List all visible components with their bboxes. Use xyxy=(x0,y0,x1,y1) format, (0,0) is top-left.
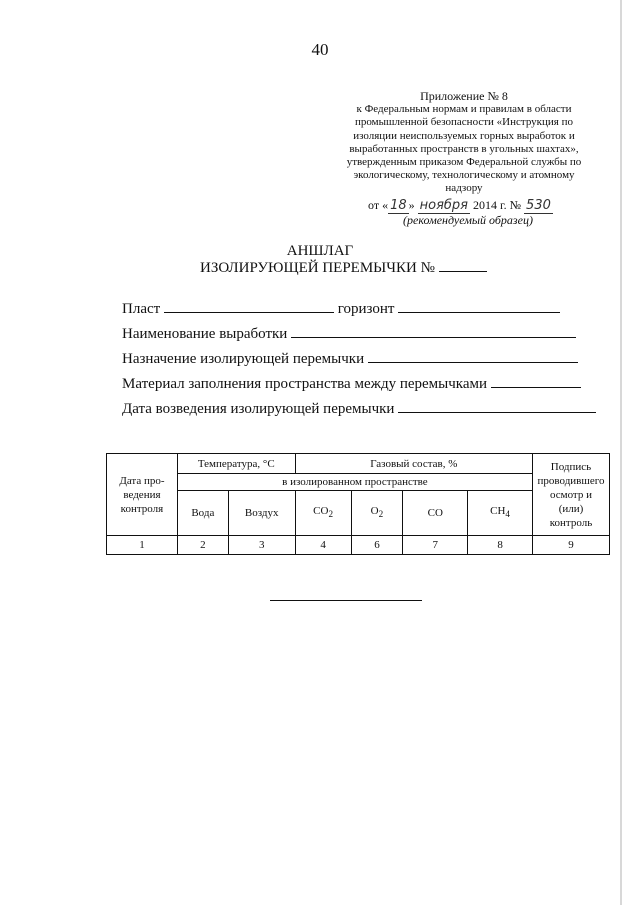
approval-year: 2014 г. № xyxy=(473,198,522,212)
handwritten-order-number: 530 xyxy=(526,198,551,213)
plast-label: Пласт xyxy=(122,301,161,317)
approval-prefix: от « xyxy=(368,198,389,212)
date-header-line: контроля xyxy=(120,502,164,515)
date-built-row xyxy=(122,400,596,418)
signature-header-line: Подпись xyxy=(550,460,592,473)
ch4-header xyxy=(468,491,533,536)
column-number: 9 xyxy=(532,536,609,555)
water-header: Вода xyxy=(177,491,228,536)
control-table xyxy=(106,453,610,555)
plast-blank[interactable] xyxy=(164,300,334,313)
appendix-line: промышленной безопасности «Инструкция по xyxy=(355,116,573,129)
ch4-subscript: 4 xyxy=(505,509,510,520)
handwritten-month: ноября xyxy=(419,198,469,213)
signature-header xyxy=(532,454,609,536)
doc-subtitle-text: ИЗОЛИРУЮЩЕЙ ПЕРЕМЫЧКИ № xyxy=(200,260,435,276)
co2-text: CO xyxy=(313,505,329,518)
co2-subscript: 2 xyxy=(328,509,334,520)
column-number: 3 xyxy=(228,536,295,555)
appendix-title: Приложение № 8 xyxy=(420,89,508,103)
signature-header-line: контроль xyxy=(549,516,593,529)
appendix-header xyxy=(318,90,610,196)
purpose-row xyxy=(122,350,578,368)
o2-subscript: 2 xyxy=(378,509,384,520)
page-number: 40 xyxy=(311,40,329,59)
o2-header xyxy=(351,491,403,536)
date-header-line: Дата про- xyxy=(119,474,165,487)
horizon-label: горизонт xyxy=(337,301,395,317)
column-number: 7 xyxy=(403,536,468,555)
column-number: 8 xyxy=(468,536,533,555)
gas-header: Газовый состав, % xyxy=(295,454,532,474)
approval-day-sep: » xyxy=(408,198,415,212)
appendix-line: к Федеральным нормам и правилам в области xyxy=(356,103,572,116)
working-name-row xyxy=(122,325,576,343)
handwritten-day: 18 xyxy=(390,198,407,213)
working-name-label: Наименование выработки xyxy=(122,326,288,342)
fill-material-label: Материал заполнения пространства между перемычками xyxy=(122,376,488,392)
column-number: 4 xyxy=(295,536,351,555)
air-header: Воздух xyxy=(228,491,295,536)
date-header xyxy=(107,454,178,536)
fill-material-row xyxy=(122,375,581,393)
isolated-space-header: в изолированном пространстве xyxy=(177,474,532,491)
co2-header xyxy=(295,491,351,536)
column-number: 2 xyxy=(177,536,228,555)
signature-header-line: осмотр и xyxy=(549,488,593,501)
appendix-line: выработанных пространств в угольных шахтах», xyxy=(349,142,579,155)
column-number: 1 xyxy=(107,536,178,555)
column-number: 6 xyxy=(351,536,403,555)
doc-title: АНШЛАГ xyxy=(286,243,354,259)
horizon-blank[interactable] xyxy=(398,300,560,313)
ch4-text: CH xyxy=(490,505,506,518)
fill-material-blank[interactable] xyxy=(491,375,581,388)
plast-row xyxy=(122,300,560,318)
signature-header-line: проводившего xyxy=(537,474,605,487)
table-number-row xyxy=(107,536,610,555)
purpose-blank[interactable] xyxy=(368,350,578,363)
co-header: CO xyxy=(403,491,468,536)
table-header-row xyxy=(107,454,610,474)
sample-note: (рекомендуемый образец) xyxy=(403,213,533,227)
purpose-label: Назначение изолирующей перемычки xyxy=(122,351,365,367)
o2-text: O xyxy=(370,505,379,518)
working-name-blank[interactable] xyxy=(291,325,576,338)
approval-line xyxy=(368,198,553,214)
appendix-line: экологическому, технологическому и атомному xyxy=(353,169,575,182)
date-header-line: ведения xyxy=(123,488,161,501)
appendix-line: утвержденным приказом Федеральной службы по xyxy=(346,156,582,169)
closing-rule xyxy=(270,600,422,601)
date-built-blank[interactable] xyxy=(398,400,596,413)
doc-subtitle xyxy=(200,259,487,277)
appendix-line: надзору xyxy=(445,182,483,195)
signature-header-line: (или) xyxy=(558,502,584,515)
number-blank[interactable] xyxy=(439,259,487,272)
date-built-label: Дата возведения изолирующей перемычки xyxy=(122,401,395,417)
scan-edge xyxy=(620,0,622,905)
appendix-line: изоляции неиспользуемых горных выработок и xyxy=(353,129,575,142)
temperature-header: Температура, °С xyxy=(177,454,295,474)
